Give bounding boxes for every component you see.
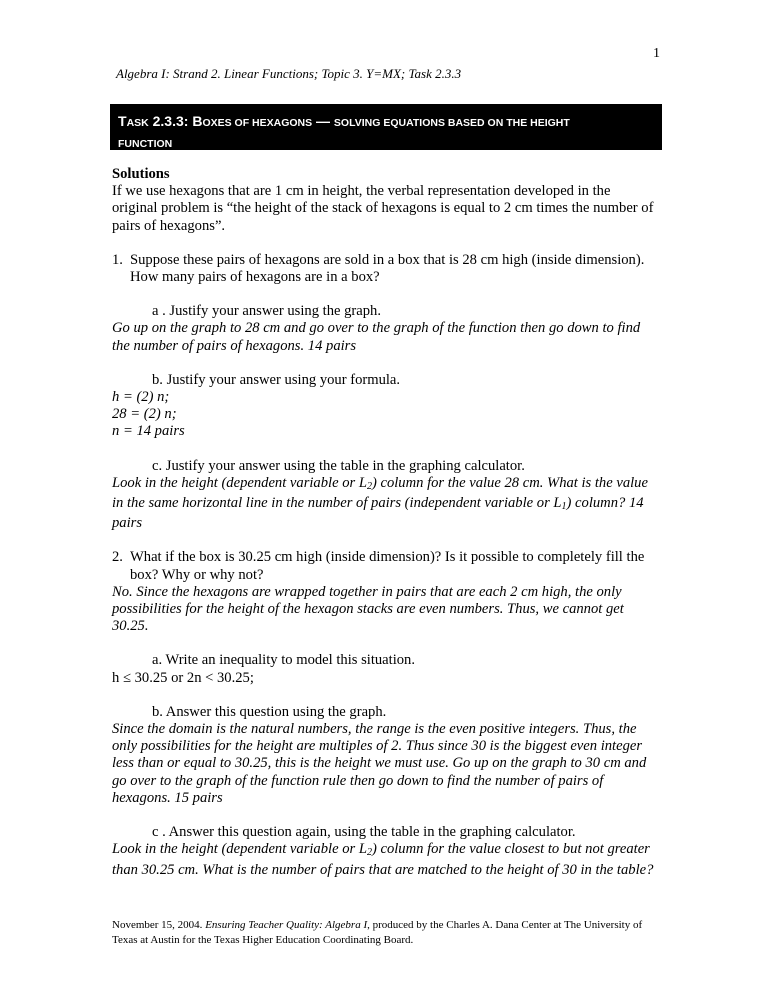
q2-part-a-label: a. Write an inequality to model this situation. (152, 652, 416, 669)
running-header: Algebra I: Strand 2. Linear Functions; Topic 3. Y=MX; Task 2.3.3 (116, 66, 462, 81)
q2-part-b-label: b. Answer this question using the graph. (152, 703, 387, 720)
intro-paragraph: If we use hexagons that are 1 cm in height, the verbal representation developed in the original problem is “the height of the stack of hexagons is equal to 2 cm times the number of pairs of hexagons”. (112, 183, 654, 234)
q1-formula-line: n = 14 pairs (112, 423, 185, 440)
q2-part-c-label: c . Answer this question again, using the table in the graphing calculator. (152, 824, 576, 841)
q1-formula-line: h = (2) n; (112, 389, 170, 406)
q1-part-b-label: b. Justify your answer using your formula. (152, 371, 401, 388)
question-text: What if the box is 30.25 cm high (inside dimension)? Is it possible to completely fill the box? Why or why not? (130, 549, 645, 583)
q2-part-c-answer: Look in the height (dependent variable or $L_2$) column for the value closest to but not greater than 30.25 cm. What is the number of pairs that are matched to the height of 30 in the table? (112, 841, 654, 878)
question-number: 2. (112, 549, 123, 566)
solutions-heading: Solutions (112, 166, 170, 182)
q2-part-a-answer: h ≤ 30.25 or 2n < 30.25; (112, 669, 254, 686)
question-2 (112, 549, 657, 583)
q1-part-a-label: a . Justify your answer using the graph. (152, 303, 381, 320)
q2-answer: No. Since the hexagons are wrapped together in pairs that are each 2 cm high, the only possibilities for the height of the hexagon stacks are even numbers. Thus, we cannot get 30.25. (112, 583, 624, 635)
question-1 (112, 252, 657, 286)
page-footer: November 15, 2004. Ensuring Teacher Quality: Algebra I, produced by the Charles A. Dana Center at The University of Texas at Austin for the Texas Higher Education Coordinating Board. (112, 919, 643, 946)
q1-part-c-label: c. Justify your answer using the table in the graphing calculator. (152, 457, 525, 474)
q1-formula-line: 28 = (2) n; (112, 406, 177, 423)
question-number: 1. (112, 251, 123, 268)
q2-part-b-answer: Since the domain is the natural numbers, the range is the even positive integers. Thus, the only possibilities for the height are multiples of 2. Thus since 30 is the biggest even integer less than or equal to 30.25, this is the height we must use. Go up on the graph to 30 cm and go over to the graph of the function rule then go down to find the number of pairs of hexagons. 15 pairs (112, 721, 647, 806)
document-body (112, 166, 657, 879)
task-title-banner (110, 104, 662, 150)
page-number: 1 (653, 46, 660, 61)
q1-part-c-answer: Look in the height (dependent variable or $L_2$) column for the value 28 cm. What is the value in the same horizontal line in the number of pairs (independent variable or $L_1$) column? 14 pairs (112, 474, 648, 532)
question-text: Suppose these pairs of hexagons are sold in a box that is 28 cm high (inside dimension). How many pairs of hexagons are in a box? (130, 251, 645, 286)
task-title-line-2: FUNCTION (118, 138, 173, 150)
q1-part-a-answer: Go up on the graph to 28 cm and go over to the graph of the function then go down to find the number of pairs of hexagons. 14 pairs (112, 320, 641, 354)
task-title-line-1: TASK 2.3.3: BOXES OF HEXAGONS — SOLVING EQUATIONS BASED ON THE HEIGHT (118, 113, 570, 129)
